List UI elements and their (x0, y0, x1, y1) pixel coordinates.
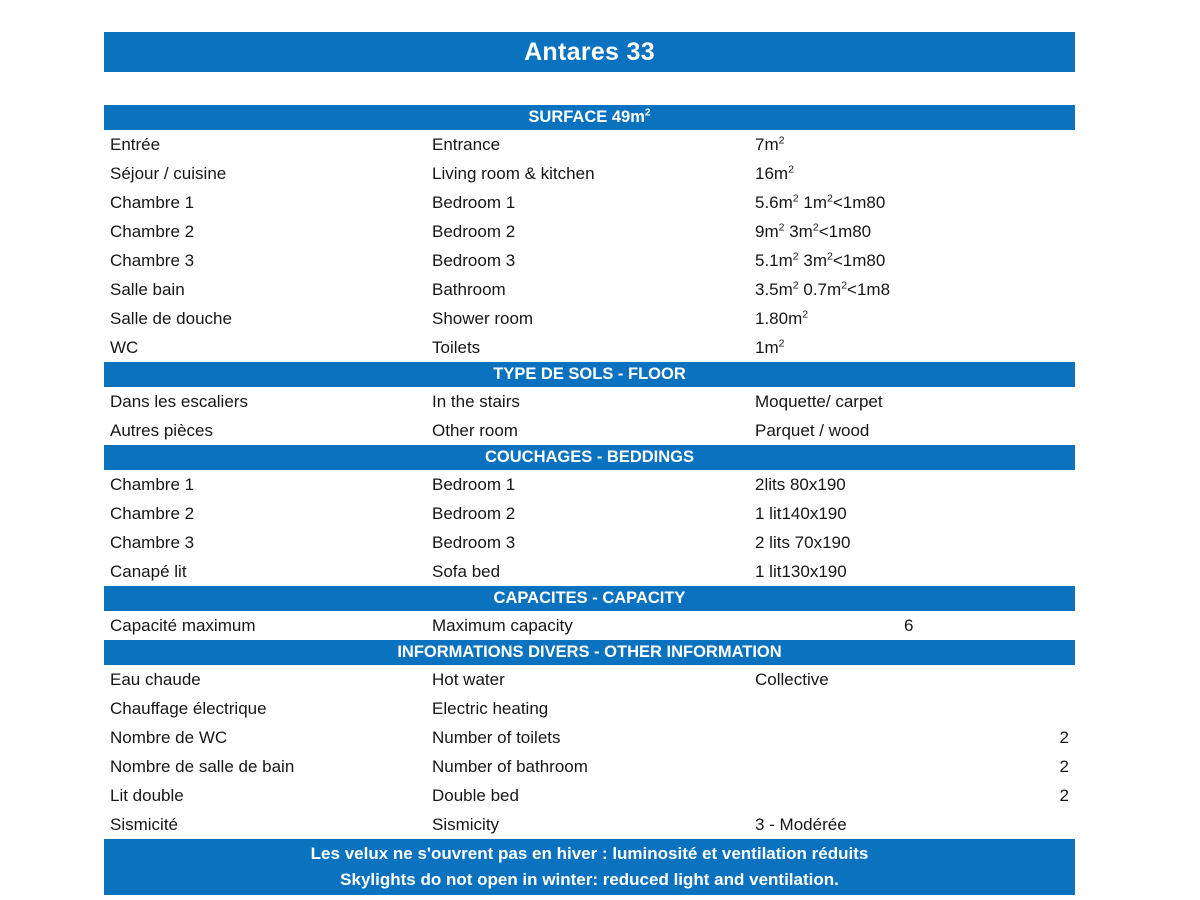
cell-label-french: Séjour / cuisine (110, 164, 227, 183)
title-banner (104, 32, 1075, 72)
cell-label-french: Chambre 3 (110, 251, 195, 270)
cell-value-right: 2 (1059, 728, 1069, 747)
table-row (104, 159, 1075, 188)
table-row (104, 275, 1075, 304)
cell-label-french: Chambre 3 (110, 533, 195, 552)
section-header-surface: SURFACE $49m^2$ (104, 105, 1075, 130)
cell-label-french: Salle bain (110, 280, 185, 299)
cell-label-english: Bedroom 3 (432, 251, 516, 270)
section-capacity (104, 586, 1075, 640)
cell-value-right: 2 (1059, 786, 1069, 805)
cell-label-french: Chambre 2 (110, 504, 195, 523)
cell-label-french: Eau chaude (110, 670, 201, 689)
cell-label-english: Shower room (432, 309, 534, 328)
cell-value: 2lits 80x190 (755, 475, 846, 494)
table-row (104, 752, 1075, 781)
cell-label-french: Entrée (110, 135, 161, 154)
table-row (104, 810, 1075, 839)
property-info-sheet (104, 32, 1075, 895)
cell-label-english: Sismicity (432, 815, 500, 834)
cell-label-french: Chambre 1 (110, 475, 195, 494)
cell-value: 1 lit130x190 (755, 562, 847, 581)
table-row (104, 611, 1075, 640)
cell-label-english: Number of bathroom (432, 757, 588, 776)
table-row (104, 499, 1075, 528)
cell-value: $1.80m^2$ (755, 308, 809, 328)
table-row (104, 416, 1075, 445)
table-row (104, 557, 1075, 586)
cell-label-french: Nombre de WC (110, 728, 228, 747)
footer-note-french: Les velux ne s'ouvrent pas en hiver : luminosité et ventilation réduits (310, 844, 869, 863)
cell-value: 3 - Modérée (755, 815, 847, 834)
cell-label-english: Entrance (432, 135, 501, 154)
cell-label-english: Hot water (432, 670, 505, 689)
section-floor (104, 362, 1075, 445)
table-row (104, 188, 1075, 217)
cell-label-french: Chambre 2 (110, 222, 195, 241)
cell-value: Moquette/ carpet (755, 392, 883, 411)
table-row (104, 246, 1075, 275)
footer-note-banner (104, 839, 1075, 895)
table-row (104, 723, 1075, 752)
table-row (104, 665, 1075, 694)
cell-label-english: Toilets (432, 338, 481, 357)
cell-value: $1m^2$ (755, 337, 785, 357)
section-surface (104, 105, 1075, 362)
cell-value: Parquet / wood (755, 421, 870, 440)
cell-value-centered: 6 (904, 616, 914, 635)
section-other-information (104, 640, 1075, 839)
table-row (104, 217, 1075, 246)
cell-value: Collective (755, 670, 829, 689)
cell-label-french: Autres pièces (110, 421, 213, 440)
cell-value: $9m^2$ $3m^2<1m80$ (755, 221, 872, 241)
cell-value-right: 2 (1059, 757, 1069, 776)
cell-value: $5.6m^2$ $1m^2<1m80$ (755, 192, 886, 212)
table-row (104, 333, 1075, 362)
cell-value: $3.5m^2$ $0.7m^2<1m8$ (755, 279, 891, 299)
cell-label-french: Canapé lit (110, 562, 187, 581)
cell-label-french: Sismicité (110, 815, 179, 834)
section-beddings (104, 445, 1075, 586)
table-row (104, 781, 1075, 810)
cell-label-english: Bedroom 2 (432, 222, 516, 241)
page-title: Antares 33 (524, 38, 655, 66)
cell-label-english: Bedroom 2 (432, 504, 516, 523)
section-header-capacity: CAPACITES - CAPACITY (104, 586, 1075, 611)
section-header-floor: TYPE DE SOLS - FLOOR (104, 362, 1075, 387)
cell-label-english: Living room & kitchen (432, 164, 595, 183)
table-row (104, 130, 1075, 159)
cell-label-english: Bedroom 1 (432, 193, 516, 212)
cell-label-french: Dans les escaliers (110, 392, 248, 411)
cell-label-english: Electric heating (432, 699, 549, 718)
table-row (104, 470, 1075, 499)
cell-label-french: Chambre 1 (110, 193, 195, 212)
cell-label-english: Other room (432, 421, 518, 440)
footer-note-english: Skylights do not open in winter: reduced light and ventilation. (340, 870, 839, 889)
sections-container (104, 105, 1075, 839)
cell-value: 2 lits 70x190 (755, 533, 851, 552)
cell-label-english: Bedroom 1 (432, 475, 516, 494)
cell-label-english: Number of toilets (432, 728, 561, 747)
cell-value: $16m^2$ (755, 163, 794, 183)
section-header-beddings: COUCHAGES - BEDDINGS (104, 445, 1075, 470)
cell-label-english: Double bed (432, 786, 519, 805)
cell-label-french: Salle de douche (110, 309, 232, 328)
table-row (104, 694, 1075, 723)
cell-label-french: Lit double (110, 786, 184, 805)
cell-label-french: Chauffage électrique (110, 699, 267, 718)
cell-label-english: Maximum capacity (432, 616, 573, 635)
cell-value: $7m^2$ (755, 134, 785, 154)
table-row (104, 528, 1075, 557)
cell-label-french: WC (110, 338, 139, 357)
cell-label-english: Bathroom (432, 280, 506, 299)
section-header-other-information: INFORMATIONS DIVERS - OTHER INFORMATION (104, 640, 1075, 665)
cell-value: 1 lit140x190 (755, 504, 847, 523)
cell-label-french: Capacité maximum (110, 616, 256, 635)
cell-value: $5.1m^2$ $3m^2<1m80$ (755, 250, 886, 270)
cell-label-english: Sofa bed (432, 562, 501, 581)
table-row (104, 304, 1075, 333)
cell-label-french: Nombre de salle de bain (110, 757, 295, 776)
cell-label-english: In the stairs (432, 392, 520, 411)
table-row (104, 387, 1075, 416)
cell-label-english: Bedroom 3 (432, 533, 516, 552)
